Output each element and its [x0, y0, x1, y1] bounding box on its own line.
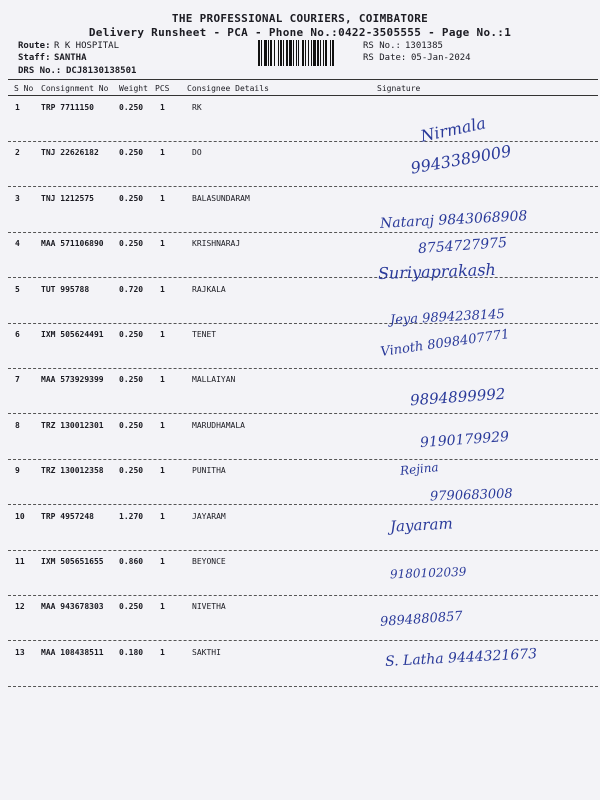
drs-label: DRS No.:	[18, 66, 62, 76]
row-weight: 1.270	[119, 511, 144, 521]
rs-no-value: 1301385	[405, 41, 443, 51]
row-consignment-no: TNJ 1212575	[41, 193, 94, 203]
rs-date-value: 05-Jan-2024	[411, 53, 471, 63]
row-weight: 0.250	[119, 148, 144, 158]
row-divider	[8, 459, 598, 460]
barcode-image	[258, 40, 358, 66]
handwritten-signature: 9943389009	[409, 141, 513, 178]
handwritten-signature: 9790683008	[429, 486, 513, 505]
row-divider	[8, 186, 598, 187]
row-sno: 4	[15, 239, 20, 249]
handwritten-signature: Jeya 9894238145	[389, 307, 506, 328]
row-consignee: BALASUNDARAM	[192, 193, 250, 203]
col-consignment-header: Consignment No	[41, 84, 109, 93]
rs-date-label: RS Date:	[363, 53, 407, 63]
row-consignment-no: TRZ 130012301	[41, 420, 104, 430]
row-weight: 0.250	[119, 330, 144, 339]
runsheet-subtitle: Delivery Runsheet - PCA - Phone No.:0422-3505555 - Page No.:1	[88, 26, 512, 39]
route-label: Route:	[18, 41, 51, 51]
row-pcs: 1	[160, 330, 165, 339]
row-sno: 13	[15, 647, 25, 657]
row-sno: 1	[15, 103, 20, 112]
row-consignment-no: IXM 505624491	[41, 330, 104, 339]
row-pcs: 1	[160, 148, 165, 158]
handwritten-signature: Nirmala	[418, 113, 488, 146]
row-pcs: 1	[160, 420, 165, 430]
route-value: R K HOSPITAL	[54, 41, 120, 51]
row-pcs: 1	[160, 647, 165, 657]
row-consignee: KRISHNARAJ	[192, 239, 241, 249]
row-consignee: NIVETHA	[192, 602, 226, 612]
row-consignee: SAKTHI	[192, 647, 221, 657]
row-sno: 8	[15, 420, 20, 430]
drs-value: DCJ8130138501	[66, 66, 137, 76]
row-weight: 0.180	[119, 647, 144, 657]
row-consignment-no: TRZ 130012358	[41, 466, 104, 476]
row-consignee: MALLAIYAN	[192, 375, 236, 385]
row-sno: 10	[15, 511, 25, 521]
row-sno: 9	[15, 466, 20, 476]
row-pcs: 1	[160, 375, 165, 385]
row-pcs: 1	[160, 466, 165, 476]
row-weight: 0.720	[119, 284, 144, 294]
row-consignee: MARUDHAMALA	[192, 420, 245, 430]
handwritten-signature: Rejina	[399, 460, 440, 478]
col-sno-header: S No	[14, 84, 34, 93]
row-pcs: 1	[160, 103, 165, 112]
row-weight: 0.250	[119, 103, 144, 112]
staff-label: Staff:	[18, 53, 51, 63]
handwritten-signature: 9190179929	[419, 428, 510, 452]
row-consignee: RAJKALA	[192, 284, 226, 294]
row-sno: 6	[15, 330, 20, 339]
row-consignment-no: MAA 573929399	[41, 375, 104, 385]
col-pcs-header: PCS	[155, 84, 170, 93]
header-rule-bottom	[8, 95, 598, 96]
row-consignment-no: MAA 571106890	[41, 239, 104, 249]
row-consignment-no: TRP 7711150	[41, 103, 94, 112]
row-pcs: 1	[160, 193, 165, 203]
row-pcs: 1	[160, 284, 165, 294]
row-sno: 5	[15, 284, 20, 294]
row-divider	[8, 504, 598, 505]
row-sno: 11	[15, 557, 25, 566]
row-pcs: 1	[160, 602, 165, 612]
col-consignee-header: Consignee Details	[187, 84, 269, 93]
row-consignment-no: MAA 108438511	[41, 647, 104, 657]
handwritten-signature: Vinoth 8098407771	[379, 327, 511, 360]
row-divider	[8, 232, 598, 233]
row-divider	[8, 368, 598, 369]
row-weight: 0.250	[119, 239, 144, 249]
row-consignee: TENET	[192, 330, 217, 339]
row-sno: 3	[15, 193, 20, 203]
row-weight: 0.250	[119, 193, 144, 203]
staff-value: SANTHA	[54, 53, 87, 63]
row-sno: 7	[15, 375, 20, 385]
handwritten-signature: 8754727975	[417, 234, 508, 258]
company-title: THE PROFESSIONAL COURIERS, COIMBATORE	[171, 12, 429, 25]
row-consignment-no: TNJ 22626182	[41, 148, 99, 158]
row-consignment-no: TRP 4957248	[41, 511, 94, 521]
row-consignee: PUNITHA	[192, 466, 226, 476]
col-weight-header: Weight	[119, 84, 148, 93]
row-divider	[8, 323, 598, 324]
handwritten-signature: Jayaram	[389, 514, 454, 536]
row-weight: 0.250	[119, 602, 144, 612]
header-rule-top	[8, 79, 598, 80]
row-pcs: 1	[160, 511, 165, 521]
row-weight: 0.250	[119, 466, 144, 476]
handwritten-signature: S. Latha 9444321673	[384, 646, 538, 670]
col-signature-header: Signature	[377, 84, 421, 93]
handwritten-signature: Suriyaprakash	[377, 259, 497, 284]
row-sno: 2	[15, 148, 20, 158]
handwritten-signature: 9894880857	[379, 609, 464, 630]
row-divider	[8, 640, 598, 641]
row-consignment-no: IXM 505651655	[41, 557, 104, 566]
handwritten-signature: 9894899992	[409, 384, 506, 410]
row-weight: 0.860	[119, 557, 144, 566]
row-consignee: DO	[192, 148, 202, 158]
row-consignee: JAYARAM	[192, 511, 226, 521]
row-weight: 0.250	[119, 375, 144, 385]
row-divider	[8, 413, 598, 414]
row-pcs: 1	[160, 239, 165, 249]
row-divider	[8, 550, 598, 551]
rs-no-label: RS No.:	[363, 41, 401, 51]
row-weight: 0.250	[119, 420, 144, 430]
row-consignee: RK	[192, 103, 202, 112]
row-sno: 12	[15, 602, 25, 612]
row-consignment-no: TUT 995788	[41, 284, 90, 294]
handwritten-signature: 9180102039	[389, 564, 467, 582]
row-consignment-no: MAA 943678303	[41, 602, 104, 612]
handwritten-signature: Nataraj 9843068908	[379, 208, 528, 232]
row-consignee: BEYONCE	[192, 557, 226, 566]
row-divider	[8, 277, 598, 278]
row-divider	[8, 686, 598, 687]
row-divider	[8, 595, 598, 596]
row-pcs: 1	[160, 557, 165, 566]
